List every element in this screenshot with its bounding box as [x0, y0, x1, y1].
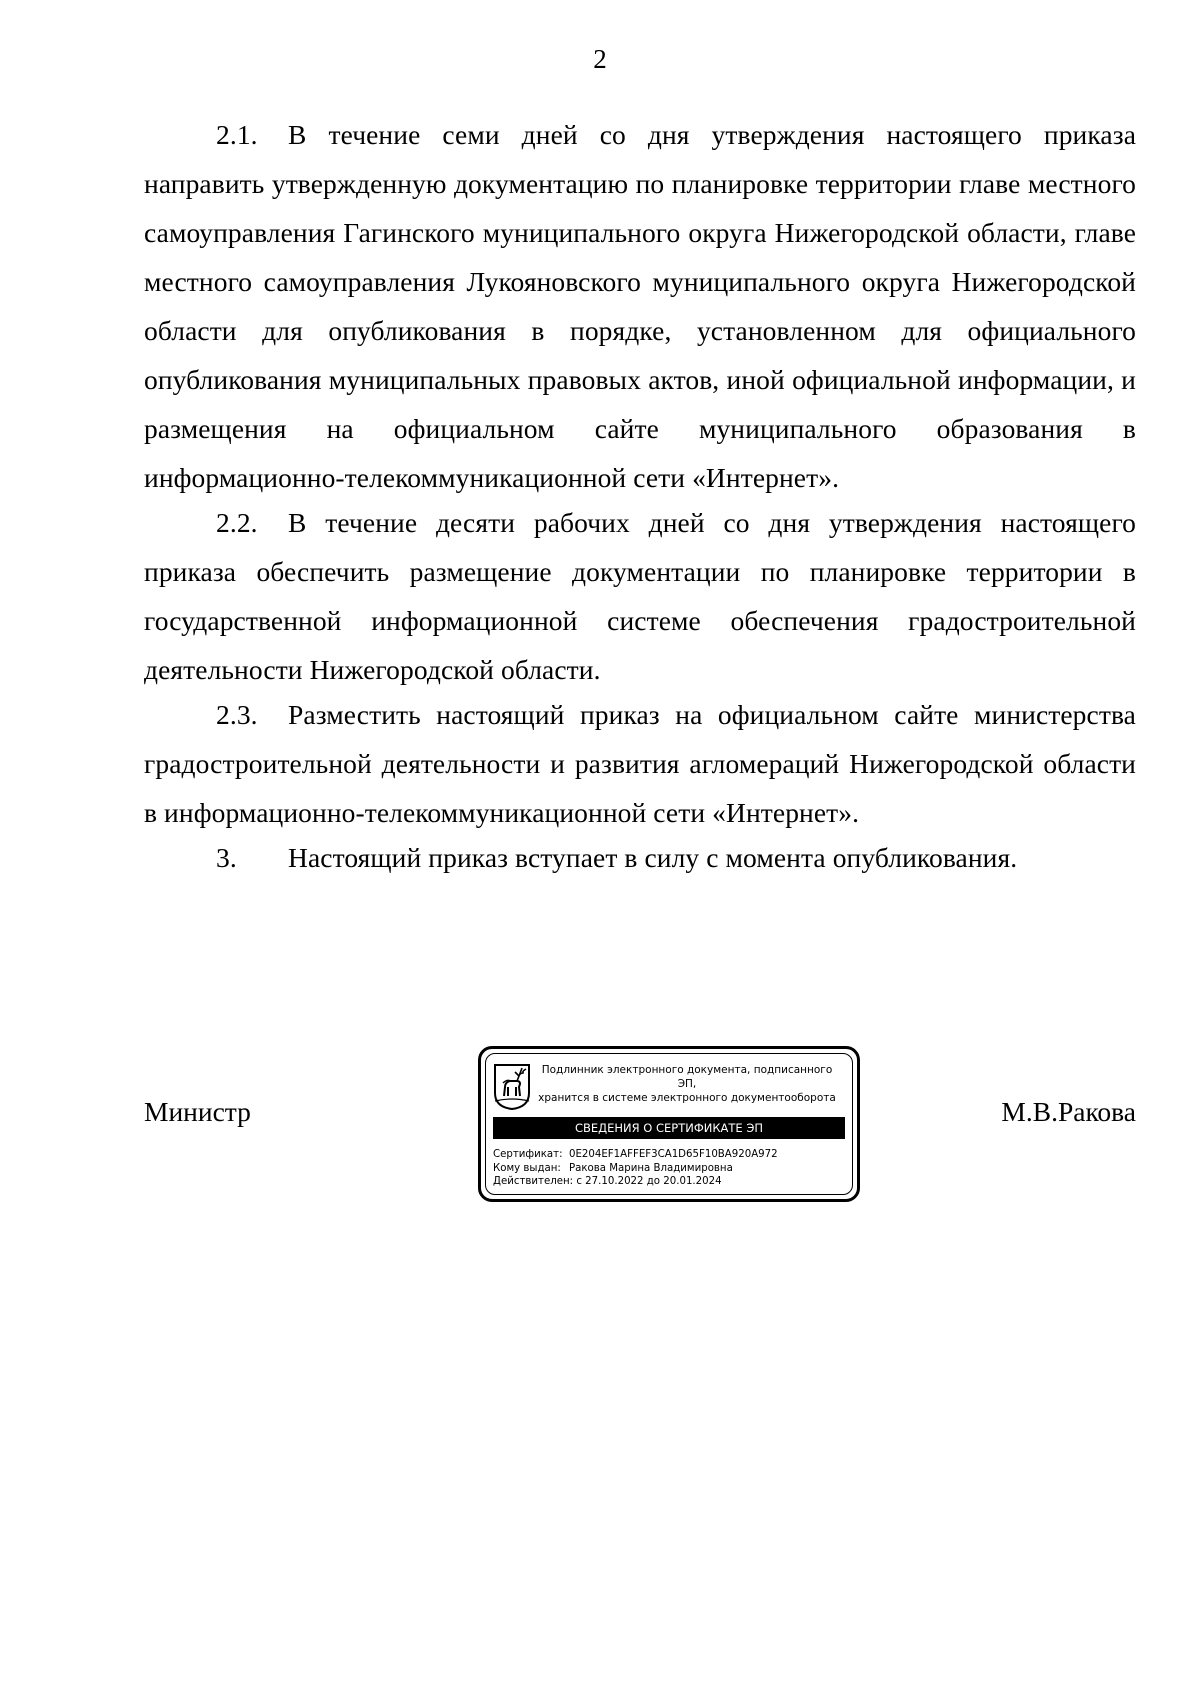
stamp-header: [537, 1063, 837, 1105]
stamp-details: [493, 1148, 778, 1189]
electronic-signature-stamp: [478, 1046, 860, 1202]
nizhny-novgorod-deer-emblem-icon: [493, 1063, 531, 1111]
stamp-cert-row: [493, 1148, 778, 1162]
paragraph-3: [144, 833, 1136, 882]
paragraph-text: В течение десяти рабочих дней со дня утверждения настоящего приказа обеспечить размещение документации по планировке территории в государственной информационной системе обеспечения градостроительной деятельности Нижегородской области.: [144, 507, 1136, 685]
paragraph-text: Настоящий приказ вступает в силу с момента опубликования.: [288, 842, 1018, 873]
signature-block: [144, 1046, 1136, 1206]
signer-name: М.В.Ракова: [1001, 1096, 1136, 1127]
document-body: [144, 110, 1136, 882]
paragraph-number: 3.: [216, 842, 237, 873]
stamp-owner-label: Кому выдан:: [493, 1162, 561, 1174]
paragraph-2-2: [144, 498, 1136, 694]
stamp-owner-row: [493, 1162, 778, 1176]
stamp-valid-label: Действителен:: [493, 1176, 574, 1187]
stamp-header-line: хранится в системе электронного документооборота: [538, 1092, 836, 1104]
stamp-cert-value: 0E204EF1AFFEF3CA1D65F10BA920A972: [569, 1149, 778, 1160]
stamp-certificate-bar: СВЕДЕНИЯ О СЕРТИФИКАТЕ ЭП: [493, 1117, 845, 1139]
page-number: 2: [593, 44, 607, 74]
stamp-valid-row: [493, 1175, 778, 1189]
stamp-valid-value: с 27.10.2022 до 20.01.2024: [576, 1176, 722, 1187]
paragraph-text: В течение семи дней со дня утверждения настоящего приказа направить утвержденную документацию по планировке территории главе местного самоуправления Гагинского муниципального округа Нижегородской области, главе местного самоуправления Лукояновского муниципального округа Нижегородской области для опубликования в порядке, установленном для официального опубликования муниципальных правовых актов, иной официальной информации, и размещения на официальном сайте муниципального образования в информационно-телекоммуникационной сети «Интернет».: [144, 119, 1136, 493]
paragraph-text: Разместить настоящий приказ на официальном сайте министерства градостроительной деятельности и развития агломераций Нижегородской области в информационно-телекоммуникационной сети «Интернет».: [144, 699, 1136, 828]
paragraph-2-1: [144, 110, 1136, 502]
paragraph-number: 2.1.: [216, 119, 258, 150]
paragraph-2-3: [144, 690, 1136, 837]
stamp-cert-label: Сертификат:: [493, 1149, 563, 1160]
stamp-header-line: Подлинник электронного документа, подписанного ЭП,: [541, 1064, 833, 1090]
paragraph-number: 2.2.: [216, 507, 258, 538]
paragraph-number: 2.3.: [216, 699, 258, 730]
stamp-owner-value: Ракова Марина Владимировна: [569, 1162, 733, 1174]
signer-post: Министр: [144, 1096, 251, 1127]
